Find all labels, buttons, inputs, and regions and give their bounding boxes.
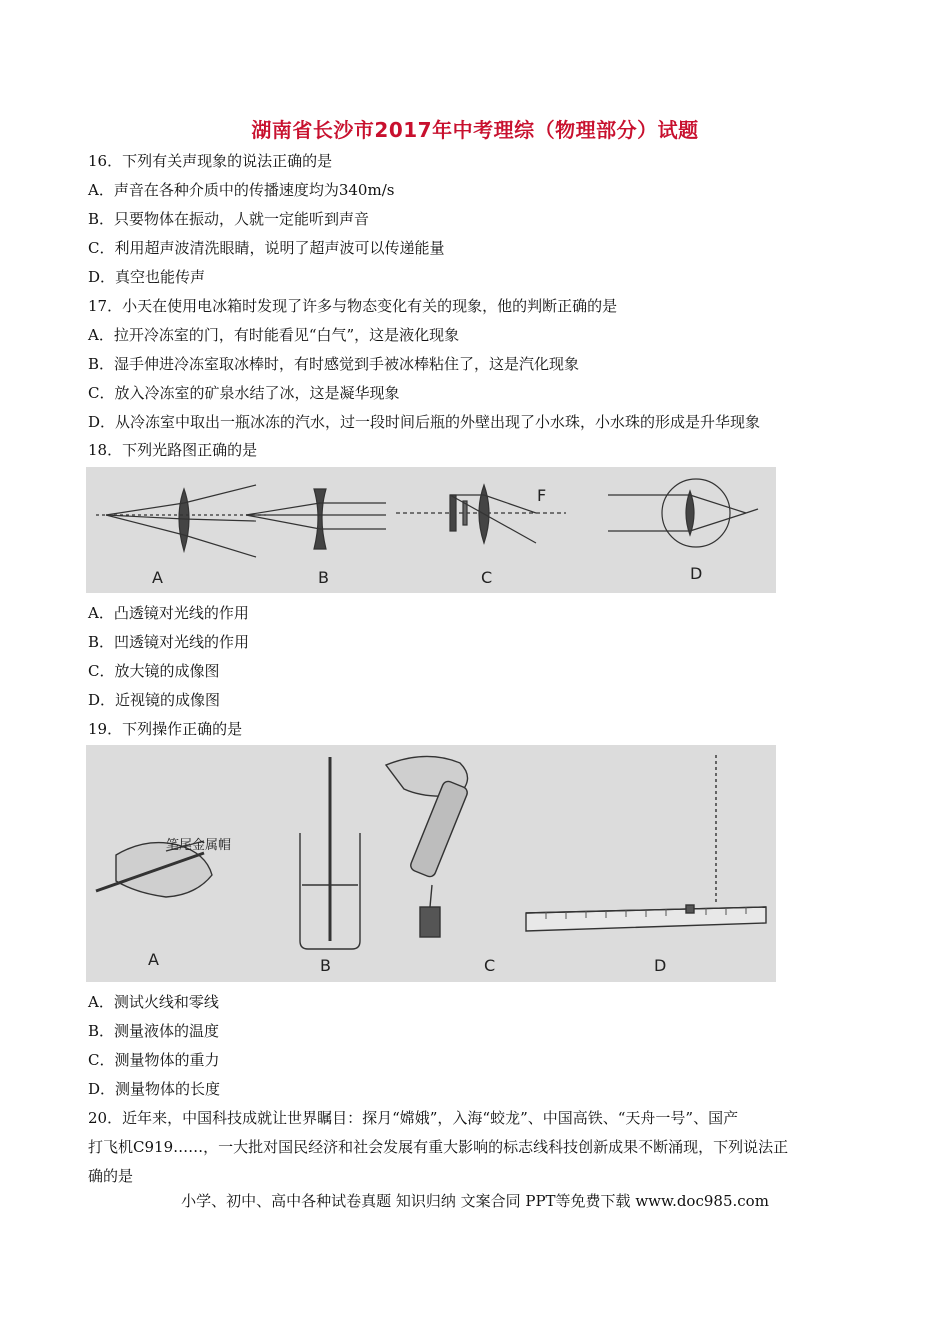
q17-option-c: C．放入冷冻室的矿泉水结了冰，这是凝华现象	[88, 384, 400, 402]
q17-option-a: A．拉开冷冻室的门，有时能看见“白气”，这是液化现象	[88, 326, 460, 344]
concave-lens-b	[314, 489, 326, 549]
q19-label-c: C	[484, 956, 496, 975]
q19-option-d: D．测量物体的长度	[88, 1080, 221, 1098]
q18-focus-label: F	[537, 486, 547, 505]
q19-pen-label: 笔尾金属帽	[166, 838, 232, 853]
q16-option-a: A．声音在各种介质中的传播速度均为340m/s	[88, 181, 395, 199]
q19-stem: 19．下列操作正确的是	[88, 720, 243, 738]
q20-line-3: 确的是	[88, 1167, 134, 1185]
q18-option-b: B．凹透镜对光线的作用	[88, 633, 250, 651]
q18-label-b: B	[318, 568, 329, 587]
q19-label-a: A	[148, 950, 159, 969]
q16-stem: 16．下列有关声现象的说法正确的是	[88, 152, 333, 170]
q16-option-d: D．真空也能传声	[88, 268, 206, 286]
q16-option-b: B．只要物体在振动，人就一定能听到声音	[88, 210, 370, 228]
q18-stem: 18．下列光路图正确的是	[88, 441, 258, 459]
q18-label-d: D	[690, 564, 703, 583]
q18-option-c: C．放大镜的成像图	[88, 662, 220, 680]
q18-label-a: A	[152, 568, 163, 587]
q19-option-c: C．测量物体的重力	[88, 1051, 220, 1069]
q16-option-c: C．利用超声波清洗眼睛，说明了超声波可以传递能量	[88, 239, 445, 257]
weight-c	[420, 907, 440, 937]
q19-label-d: D	[654, 956, 667, 975]
q18-option-a: A．凸透镜对光线的作用	[88, 604, 249, 622]
q19-operation-figure	[86, 745, 776, 982]
q17-stem: 17．小天在使用电冰箱时发现了许多与物态变化有关的现象，他的判断正确的是	[88, 297, 618, 315]
q18-label-c: C	[481, 568, 493, 587]
page-footer: 小学、初中、高中各种试卷真题 知识归纳 文案合同 PPT等免费下载 www.doc985.com	[181, 1192, 769, 1210]
q18-option-d: D．近视镜的成像图	[88, 691, 221, 709]
q19-option-a: A．测试火线和零线	[88, 993, 219, 1011]
q18-light-path-figure	[86, 467, 776, 593]
q17-option-b: B．湿手伸进冷冻室取冰棒时，有时感觉到手被冰棒粘住了，这是汽化现象	[88, 355, 580, 373]
spring-scale-c	[409, 780, 469, 879]
convex-lens-a	[179, 489, 189, 551]
page-title: 湖南省长沙市2017年中考理综（物理部分）试题	[251, 118, 699, 142]
q20-line-2: 打飞机C919……，一大批对国民经济和社会发展有重大影响的标志线科技创新成果不断涌现，下列说法正	[88, 1138, 789, 1156]
q20-line-1: 20．近年来，中国科技成就让世界瞩目：探月“嫦娥”，入海“蛟龙”、中国高铁、“天舟一号”、国产	[88, 1109, 739, 1127]
q17-option-d: D．从冷冻室中取出一瓶冰冻的汽水，过一段时间后瓶的外壁出现了小水珠，小水珠的形成是升华现象	[88, 413, 761, 431]
q19-label-b: B	[320, 956, 331, 975]
eyeball-d	[662, 479, 730, 547]
q19-option-b: B．测量液体的温度	[88, 1022, 220, 1040]
